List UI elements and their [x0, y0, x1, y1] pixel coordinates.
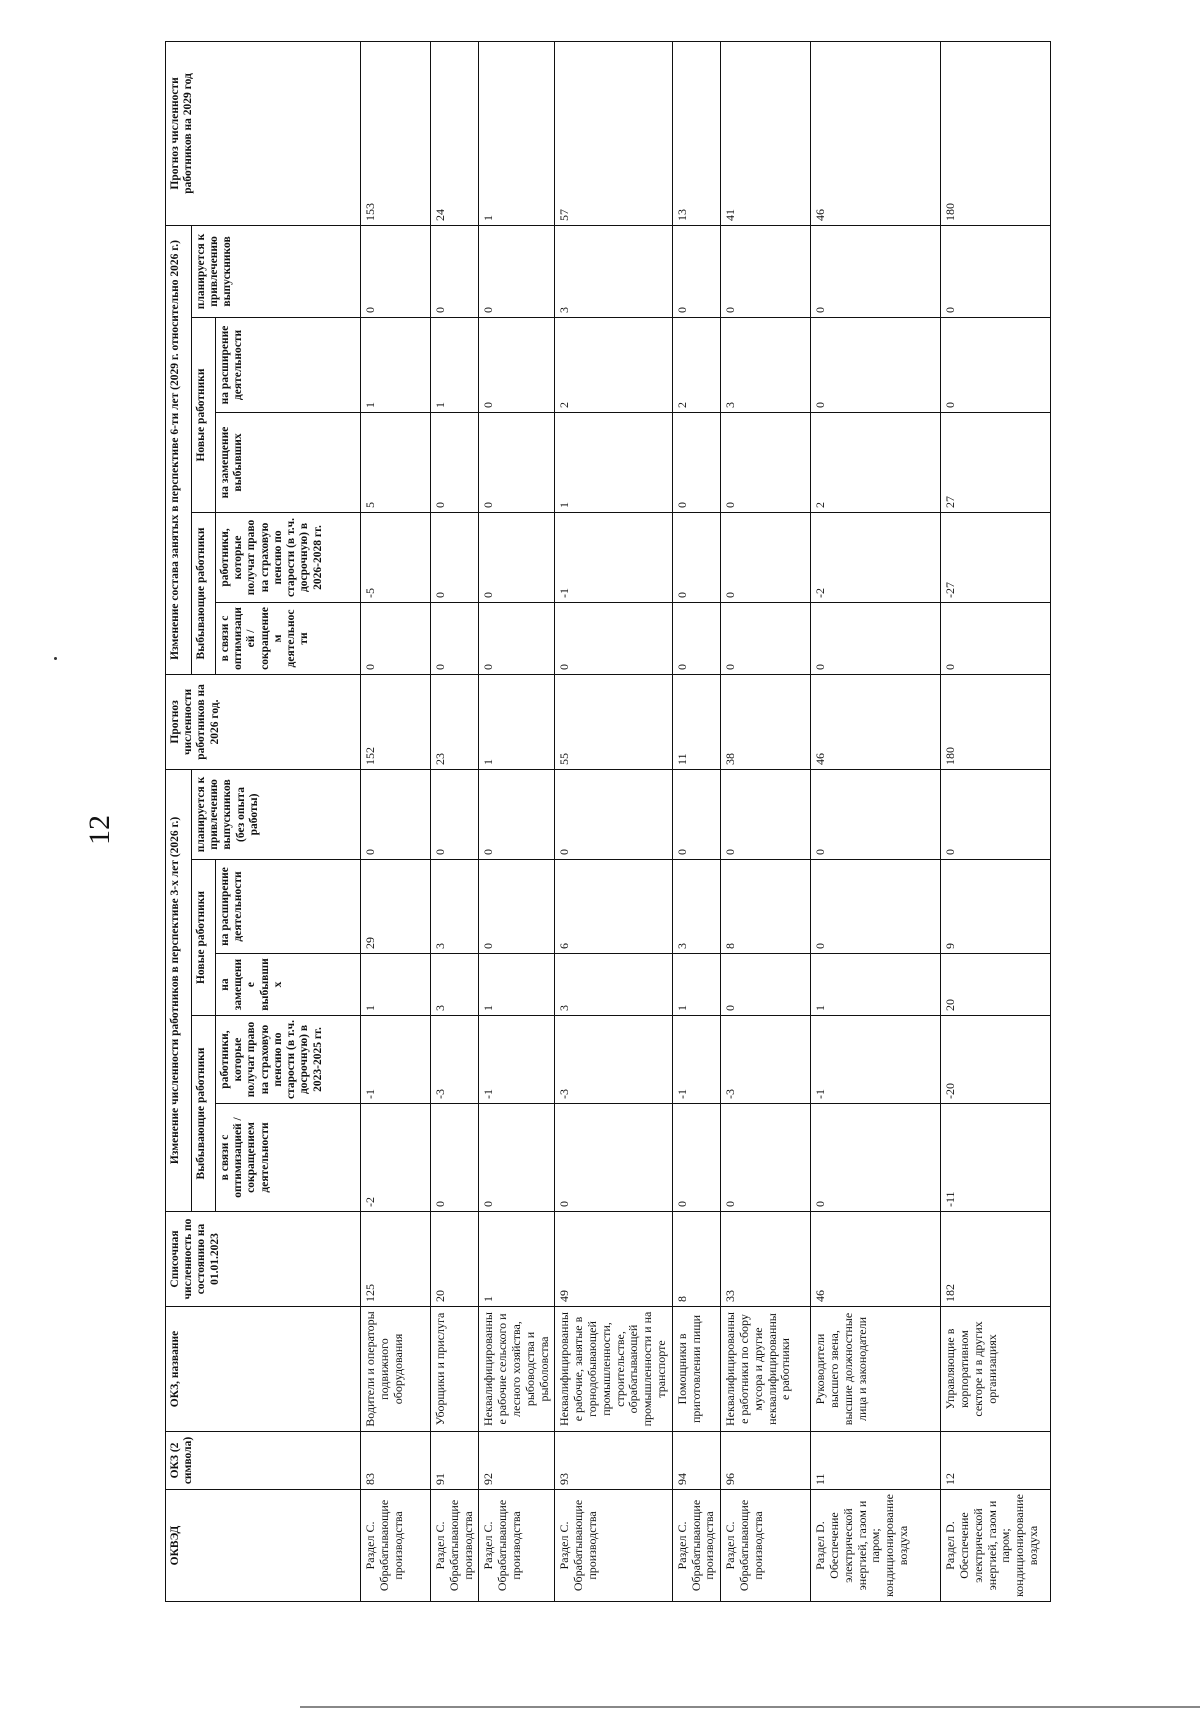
header-leaving-optimization-3y: в связи с оптимизацией / сокращением деятельности: [216, 1104, 361, 1212]
cell-forecast-2026: 55: [555, 674, 672, 769]
header-leaving-pension-2023: работники, которые получат право на страховую пенсию по старости (в т.ч. досрочную) в 2023-2025 гг.: [216, 1016, 361, 1104]
cell-leaving-pension-2023: -3: [431, 1016, 479, 1104]
cell-headcount-2023: 20: [431, 1212, 479, 1307]
cell-leaving-pension-2023: -1: [811, 1016, 941, 1104]
cell-forecast-2026: 180: [941, 674, 1051, 769]
header-new-expand-3y: на расширение деятельности: [216, 860, 361, 954]
cell-forecast-2029: 24: [431, 41, 479, 225]
cell-new-replace-3y: 20: [941, 954, 1051, 1016]
cell-okz-name: Управляющие в корпоративном секторе и в других организациях: [941, 1307, 1051, 1432]
header-new-workers-6y: Новые работники: [192, 317, 216, 512]
cell-okz-code: 94: [672, 1432, 720, 1490]
cell-new-expand-6y: 3: [721, 317, 811, 412]
cell-leaving-optimization-6y: 0: [672, 602, 720, 674]
cell-leaving-pension-2023: -1: [479, 1016, 555, 1104]
cell-new-replace-3y: 0: [721, 954, 811, 1016]
cell-forecast-2029: 1: [479, 41, 555, 225]
cell-new-expand-3y: 3: [672, 860, 720, 954]
header-leaving-6y: Выбывающие работники: [192, 512, 216, 674]
table-row: [811, 41, 941, 1601]
cell-leaving-optimization-6y: 0: [941, 602, 1051, 674]
header-forecast-2026: Прогноз численности работников на 2026 год.: [166, 674, 361, 769]
cell-leaving-optimization-3y: -2: [361, 1104, 431, 1212]
cell-leaving-pension-2026: 0: [672, 512, 720, 602]
header-change-6y: Изменение состава занятых в перспективе 6-ти лет (2029 г. относительно 2026 г.): [166, 225, 192, 674]
cell-new-expand-6y: 1: [431, 317, 479, 412]
cell-new-expand-6y: 1: [361, 317, 431, 412]
cell-new-replace-3y: 3: [431, 954, 479, 1016]
cell-new-replace-3y: 1: [479, 954, 555, 1016]
cell-leaving-pension-2023: -3: [721, 1016, 811, 1104]
cell-graduates-6y: 0: [941, 225, 1051, 317]
cell-leaving-optimization-6y: 0: [811, 602, 941, 674]
header-graduates-6y: планируется к привлечению выпускников: [192, 225, 361, 317]
cell-headcount-2023: 1: [479, 1212, 555, 1307]
cell-leaving-optimization-3y: 0: [721, 1104, 811, 1212]
cell-leaving-pension-2026: 0: [721, 512, 811, 602]
cell-new-replace-6y: 1: [555, 412, 672, 512]
header-new-expand-6y: на расширение деятельности: [216, 317, 361, 412]
cell-graduates-6y: 0: [431, 225, 479, 317]
cell-new-replace-6y: 2: [811, 412, 941, 512]
cell-new-replace-6y: 0: [721, 412, 811, 512]
cell-forecast-2029: 180: [941, 41, 1051, 225]
cell-forecast-2029: 153: [361, 41, 431, 225]
cell-okved: Раздел С. Обрабатывающие производства: [361, 1490, 431, 1602]
cell-headcount-2023: 125: [361, 1212, 431, 1307]
page-number: 12: [83, 815, 116, 845]
header-new-workers-3y: Новые работники: [192, 860, 216, 1016]
cell-okz-code: 93: [555, 1432, 672, 1490]
cell-leaving-optimization-3y: -11: [941, 1104, 1051, 1212]
cell-graduates-6y: 0: [361, 225, 431, 317]
header-graduates-3y: планируется к привлечению выпускников (без опыта работы): [192, 769, 361, 859]
cell-new-expand-3y: 9: [941, 860, 1051, 954]
cell-new-expand-6y: 0: [479, 317, 555, 412]
cell-leaving-pension-2026: -27: [941, 512, 1051, 602]
cell-headcount-2023: 49: [555, 1212, 672, 1307]
cell-graduates-3y: 0: [479, 769, 555, 859]
cell-leaving-optimization-6y: 0: [479, 602, 555, 674]
table-row: [721, 41, 811, 1601]
cell-forecast-2029: 13: [672, 41, 720, 225]
cell-forecast-2026: 46: [811, 674, 941, 769]
header-leaving-optimization-6y: в связи с оптимизацией / сокращением деятельности: [216, 602, 361, 674]
cell-leaving-pension-2026: 0: [431, 512, 479, 602]
header-new-replace-6y: на замещение выбывших: [216, 412, 361, 512]
cell-new-replace-3y: 1: [672, 954, 720, 1016]
cell-okz-code: 96: [721, 1432, 811, 1490]
cell-new-replace-6y: 0: [479, 412, 555, 512]
cell-leaving-optimization-6y: 0: [431, 602, 479, 674]
cell-new-expand-3y: 0: [479, 860, 555, 954]
cell-okz-code: 91: [431, 1432, 479, 1490]
cell-okved: Раздел С. Обрабатывающие производства: [555, 1490, 672, 1602]
cell-graduates-6y: 0: [721, 225, 811, 317]
cell-new-replace-6y: 5: [361, 412, 431, 512]
cell-okz-name: Помощники в приготовлении пищи: [672, 1307, 720, 1432]
cell-forecast-2026: 1: [479, 674, 555, 769]
cell-okved: Раздел С. Обрабатывающие производства: [431, 1490, 479, 1602]
cell-leaving-pension-2023: -1: [361, 1016, 431, 1104]
header-okved: ОКВЭД: [166, 1490, 361, 1602]
cell-graduates-6y: 0: [672, 225, 720, 317]
rotated-table-wrapper: [165, 52, 1040, 1602]
table-row: [431, 41, 479, 1601]
cell-headcount-2023: 33: [721, 1212, 811, 1307]
cell-forecast-2029: 41: [721, 41, 811, 225]
cell-forecast-2026: 38: [721, 674, 811, 769]
cell-okz-code: 11: [811, 1432, 941, 1490]
cell-leaving-pension-2023: -3: [555, 1016, 672, 1104]
cell-new-expand-3y: 6: [555, 860, 672, 954]
cell-forecast-2029: 57: [555, 41, 672, 225]
cell-okz-name: Руководители высшего звена, высшие должностные лица и законодатели: [811, 1307, 941, 1432]
header-okz-code: ОКЗ (2 символа): [166, 1432, 361, 1490]
cell-leaving-optimization-6y: 0: [555, 602, 672, 674]
cell-leaving-pension-2026: -1: [555, 512, 672, 602]
table-body: [361, 41, 1051, 1601]
cell-new-replace-3y: 1: [811, 954, 941, 1016]
cell-graduates-3y: 0: [672, 769, 720, 859]
cell-okz-name: Неквалифицированные рабочие, занятые в горнодобывающей промышленности, строительстве, обрабатывающей промышленности и на транспорте: [555, 1307, 672, 1432]
table-row: [361, 41, 431, 1601]
cell-leaving-optimization-6y: 0: [721, 602, 811, 674]
cell-graduates-3y: 0: [361, 769, 431, 859]
cell-okved: Раздел С. Обрабатывающие производства: [721, 1490, 811, 1602]
cell-okz-code: 92: [479, 1432, 555, 1490]
cell-leaving-optimization-3y: 0: [555, 1104, 672, 1212]
header-leaving-3y: Выбывающие работники: [192, 1016, 216, 1212]
cell-graduates-3y: 0: [555, 769, 672, 859]
cell-new-replace-3y: 1: [361, 954, 431, 1016]
cell-forecast-2026: 11: [672, 674, 720, 769]
cell-leaving-optimization-3y: 0: [431, 1104, 479, 1212]
cell-new-replace-3y: 3: [555, 954, 672, 1016]
table-row: [555, 41, 672, 1601]
cell-leaving-pension-2023: -20: [941, 1016, 1051, 1104]
cell-new-expand-3y: 29: [361, 860, 431, 954]
header-headcount-2023: Списочная численность по состоянию на 01.01.2023: [166, 1212, 361, 1307]
header-forecast-2029: Прогноз численности работников на 2029 год: [166, 41, 361, 225]
header-okz-name: ОКЗ, название: [166, 1307, 361, 1432]
cell-new-replace-6y: 0: [672, 412, 720, 512]
table-row: [941, 41, 1051, 1601]
cell-graduates-6y: 0: [811, 225, 941, 317]
header-new-replace-3y: на замещение выбывших: [216, 954, 361, 1016]
cell-okz-name: Неквалифицированные работники по сбору мусора и другие неквалифицированные работники: [721, 1307, 811, 1432]
cell-new-expand-6y: 0: [811, 317, 941, 412]
cell-okved: Раздел С. Обрабатывающие производства: [672, 1490, 720, 1602]
cell-new-replace-6y: 0: [431, 412, 479, 512]
cell-okved: Раздел D. Обеспечение электрической энергией, газом и паром; кондиционирование воздуха: [941, 1490, 1051, 1602]
header-change-3y: Изменение численности работников в перспективе 3-х лет (2026 г.): [166, 769, 192, 1211]
cell-forecast-2026: 23: [431, 674, 479, 769]
scan-speck: [54, 657, 57, 660]
cell-new-expand-6y: 0: [941, 317, 1051, 412]
cell-headcount-2023: 8: [672, 1212, 720, 1307]
cell-leaving-optimization-6y: 0: [361, 602, 431, 674]
table-row: [479, 41, 555, 1601]
cell-new-expand-3y: 0: [811, 860, 941, 954]
cell-leaving-pension-2026: -5: [361, 512, 431, 602]
cell-okz-name: Неквалифицированные рабочие сельского и лесного хозяйства, рыбоводства и рыболовства: [479, 1307, 555, 1432]
cell-okz-name: Уборщики и прислуга: [431, 1307, 479, 1432]
header-leaving-pension-2026: работники, которые получат право на страховую пенсию по старости (в т.ч. досрочную) в 2026-2028 гг.: [216, 512, 361, 602]
cell-new-expand-6y: 2: [555, 317, 672, 412]
cell-okz-name: Водители и операторы подвижного оборудования: [361, 1307, 431, 1432]
cell-leaving-pension-2023: -1: [672, 1016, 720, 1104]
cell-new-expand-3y: 3: [431, 860, 479, 954]
cell-forecast-2029: 46: [811, 41, 941, 225]
cell-okved: Раздел С. Обрабатывающие производства: [479, 1490, 555, 1602]
cell-graduates-6y: 3: [555, 225, 672, 317]
cell-new-replace-6y: 27: [941, 412, 1051, 512]
cell-graduates-3y: 0: [431, 769, 479, 859]
cell-leaving-pension-2026: 0: [479, 512, 555, 602]
cell-leaving-optimization-3y: 0: [672, 1104, 720, 1212]
cell-headcount-2023: 182: [941, 1212, 1051, 1307]
cell-graduates-6y: 0: [479, 225, 555, 317]
cell-forecast-2026: 152: [361, 674, 431, 769]
cell-leaving-optimization-3y: 0: [811, 1104, 941, 1212]
cell-leaving-pension-2026: -2: [811, 512, 941, 602]
cell-okved: Раздел D. Обеспечение электрической энергией, газом и паром; кондиционирование воздуха: [811, 1490, 941, 1602]
cell-graduates-3y: 0: [941, 769, 1051, 859]
cell-graduates-3y: 0: [811, 769, 941, 859]
cell-leaving-optimization-3y: 0: [479, 1104, 555, 1212]
cell-new-expand-3y: 8: [721, 860, 811, 954]
cell-headcount-2023: 46: [811, 1212, 941, 1307]
cell-okz-code: 83: [361, 1432, 431, 1490]
cell-okz-code: 12: [941, 1432, 1051, 1490]
bottom-rule: [300, 1706, 1200, 1708]
cell-graduates-3y: 0: [721, 769, 811, 859]
cell-new-expand-6y: 2: [672, 317, 720, 412]
table-row: [672, 41, 720, 1601]
employment-forecast-table: [165, 41, 1051, 1602]
